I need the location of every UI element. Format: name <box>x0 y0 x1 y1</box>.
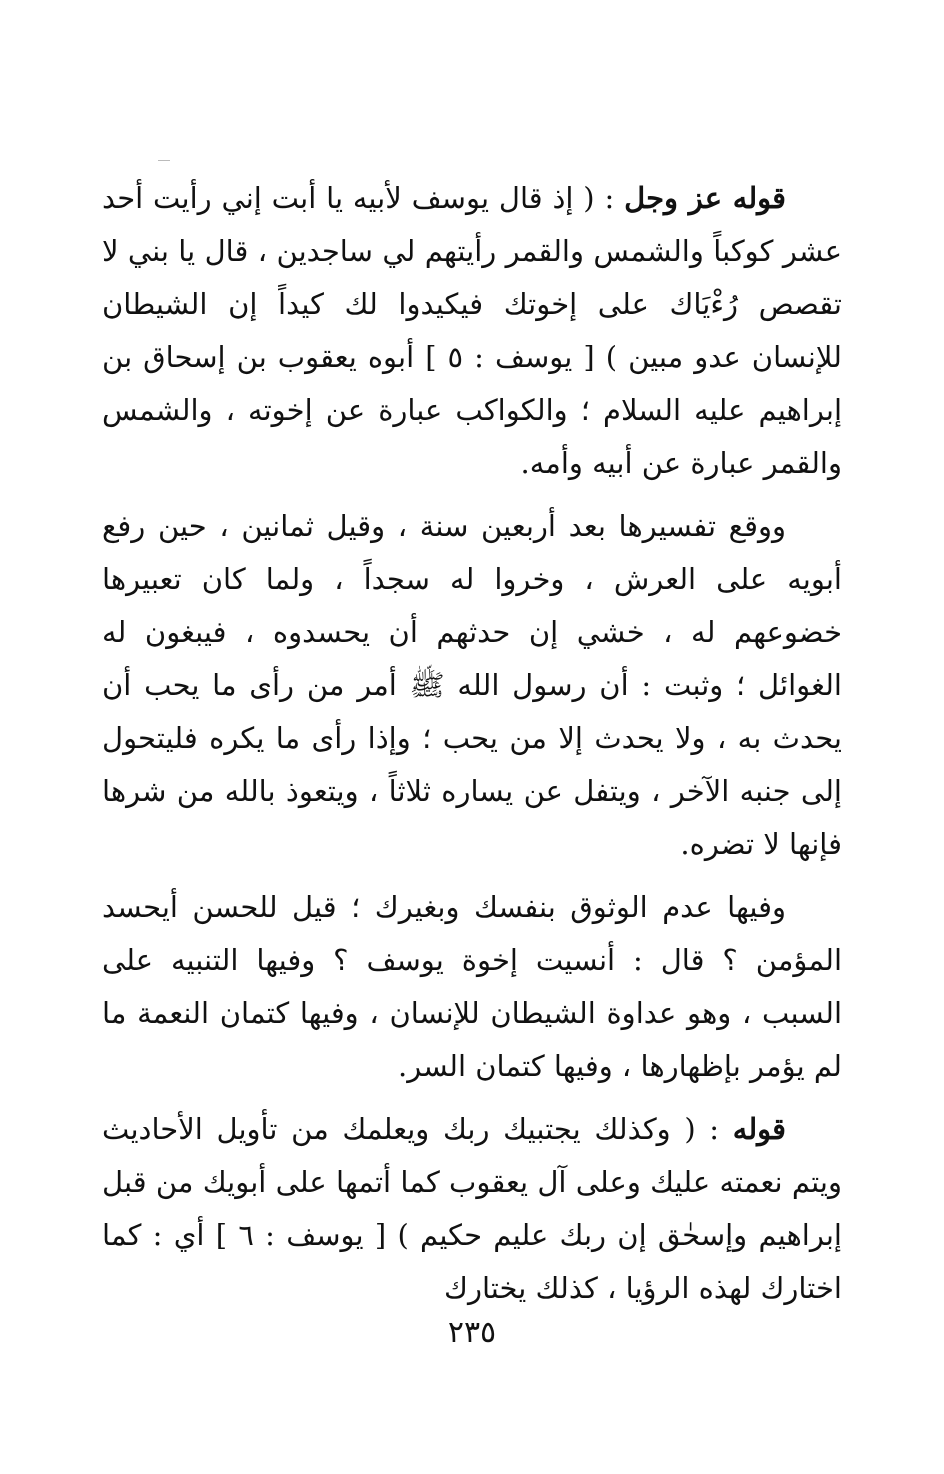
paragraph-3 <box>102 881 842 1093</box>
paragraph-4 <box>102 1103 842 1315</box>
paragraph-2 <box>102 500 842 871</box>
paragraph-text: وفيها عدم الوثوق بنفسك وبغيرك ؛ قيل للحسن أيحسد المؤمن ؟ قال : أنسيت إخوة يوسف ؟ وفيها التنبيه على السبب ، وهو عداوة الشيطان للإنسان ، وفيها كتمان النعمة ما لم يؤمر بإظهارها ، وفيها كتمان السر. <box>102 890 842 1083</box>
paragraph-text: ووقع تفسيرها بعد أربعين سنة ، وقيل ثمانين ، حين رفع أبويه على العرش ، وخروا له سجداً ، ولما كان تعبيرها خضوعهم له ، خشي إن حدثهم أن يحسدوه ، فيبغون له الغوائل ؛ وثبت : أن رسول الله ﷺ أمر من رأى ما يحب أن يحدث به ، ولا يحدث إلا من يحب ؛ وإذا رأى ما يكره فليتحول إلى جنبه الآخر ، ويتفل عن يساره ثلاثاً ، ويتعوذ بالله من شرها فإنها لا تضره. <box>102 509 843 861</box>
paragraph-lead: قوله <box>732 1112 786 1146</box>
page-number: ٢٣٥ <box>447 1315 497 1350</box>
paragraph-1 <box>102 172 842 490</box>
paragraph-lead: قوله عز وجل <box>624 181 786 215</box>
paragraph-text: : ( وكذلك يجتبيك ربك ويعلمك من تأويل الأحاديث ويتم نعمته عليك وعلى آل يعقوب كما أتمها على أبويك من قبل إبراهيم وإسحٰق إن ربك عليم حكيم ) [ يوسف : ٦ ] أي : كما اختارك لهذه الرؤيا ، كذلك يختارك <box>102 1112 842 1305</box>
paragraph-text: : ( إذ قال يوسف لأبيه يا أبت إني رأيت أحد عشر كوكباً والشمس والقمر رأيتهم لي ساجدين ، قال يا بني لا تقصص رُءْيَاك على إخوتك فيكيدوا لك كيداً إن الشيطان للإنسان عدو مبين ) [ يوسف : ٥ ] أبوه يعقوب بن إسحاق بن إبراهيم عليه السلام ؛ والكواكب عبارة عن إخوته ، والشمس والقمر عبارة عن أبيه وأمه. <box>102 181 842 480</box>
scan-mark <box>158 160 170 161</box>
